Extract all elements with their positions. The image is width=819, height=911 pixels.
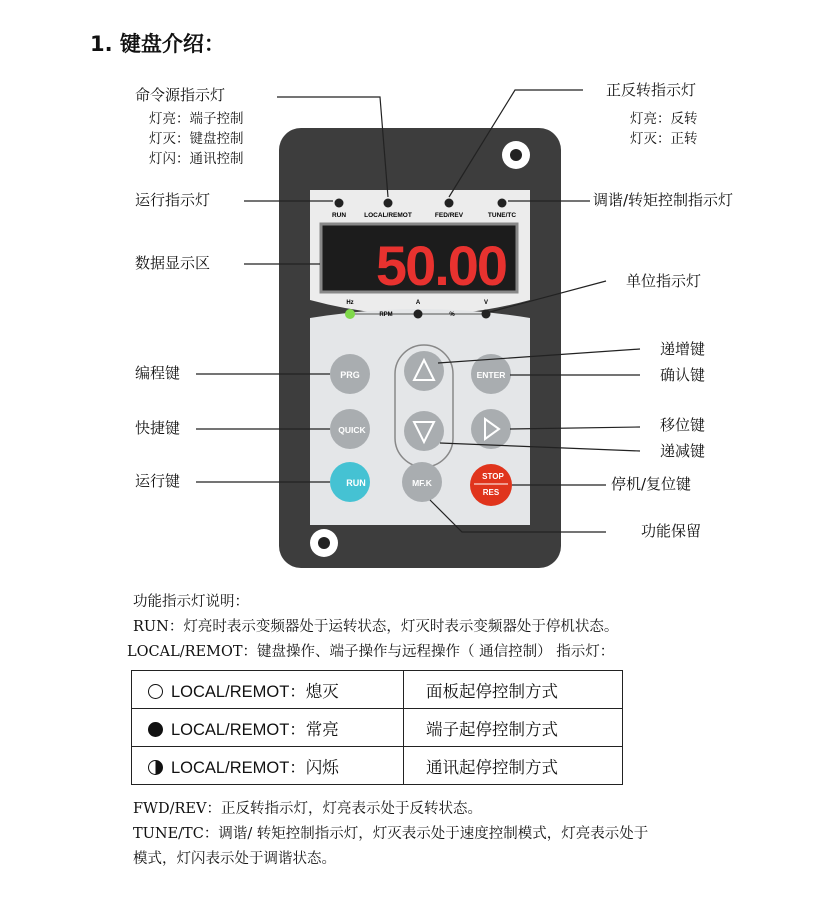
led-label-run: RUN bbox=[331, 212, 347, 219]
note-tune-line1: TUNE/TC：调谐/ 转矩控制指示灯，灯灭表示处于速度控制模式，灯亮表示处于 bbox=[133, 826, 649, 842]
notes-title: 功能指示灯说明： bbox=[133, 594, 249, 610]
shift-key bbox=[471, 409, 511, 449]
stop-res-key bbox=[470, 464, 512, 506]
table-row bbox=[132, 671, 623, 709]
label-cmd-flash: 灯闪：通讯控制 bbox=[149, 151, 244, 167]
circle-empty-icon bbox=[148, 684, 163, 699]
note-run: RUN：灯亮时表示变频器处于运转状态，灯灭时表示变频器处于停机状态。 bbox=[133, 619, 619, 635]
led-label-fwd: FED/REV bbox=[434, 212, 464, 219]
prg-key-label: PRG bbox=[340, 370, 360, 380]
enter-key-label: ENTER bbox=[476, 370, 506, 380]
label-display-area: 数据显示区 bbox=[135, 254, 211, 272]
unit-rpm: RPM bbox=[379, 312, 393, 318]
circle-filled-icon bbox=[148, 722, 163, 737]
note-local: LOCAL/REMOT：键盘操作、端子操作与远程操作（ 通信控制） 指示灯： bbox=[127, 644, 615, 660]
label-down-key: 递减键 bbox=[660, 442, 706, 460]
unit-led-v bbox=[482, 310, 491, 319]
label-fwd-off: 灯灭：正转 bbox=[630, 131, 698, 147]
label-run-led: 运行指示灯 bbox=[135, 191, 211, 209]
label-up-key: 递增键 bbox=[660, 340, 706, 358]
unit-pct: % bbox=[449, 312, 455, 318]
mode-state: LOCAL/REMOT：常亮 bbox=[171, 720, 339, 739]
tune-tc-led bbox=[498, 199, 507, 208]
led-label-local: LOCAL/REMOT bbox=[364, 212, 412, 219]
up-key bbox=[404, 351, 444, 391]
local-remot-mode-table bbox=[131, 670, 623, 785]
led-label-tune: TUNE/TC bbox=[487, 212, 517, 219]
label-quick-key: 快捷键 bbox=[135, 419, 181, 437]
down-key bbox=[404, 411, 444, 451]
quick-key-label: QUICK bbox=[338, 425, 366, 435]
label-fwd-on: 灯亮：反转 bbox=[630, 111, 698, 127]
mode-state: LOCAL/REMOT：熄灭 bbox=[171, 682, 339, 701]
mfk-key-label: MF.K bbox=[412, 478, 432, 488]
label-cmd-on: 灯亮：端子控制 bbox=[149, 111, 244, 127]
label-tune-led: 调谐/转矩控制指示灯 bbox=[593, 191, 734, 209]
stop-key-label: STOP bbox=[482, 472, 504, 481]
note-tune-line2: 模式，灯闪表示处于调谐状态。 bbox=[133, 851, 336, 867]
note-fwd: FWD/REV：正反转指示灯，灯亮表示处于反转状态。 bbox=[133, 801, 482, 817]
run-led bbox=[335, 199, 344, 208]
fwd-rev-led bbox=[445, 199, 454, 208]
unit-a: A bbox=[415, 300, 421, 306]
mode-state: LOCAL/REMOT：闪烁 bbox=[171, 758, 339, 777]
label-run-key: 运行键 bbox=[135, 472, 181, 490]
unit-led-hz bbox=[345, 309, 355, 319]
res-key-label: RES bbox=[482, 488, 500, 497]
label-enter-key: 确认键 bbox=[660, 366, 706, 384]
mode-desc: 通讯起停控制方式 bbox=[404, 747, 623, 785]
label-prg-key: 编程键 bbox=[135, 364, 181, 382]
section-heading: 1. 键盘介绍： bbox=[90, 32, 225, 56]
unit-led-a bbox=[414, 310, 423, 319]
mode-desc: 端子起停控制方式 bbox=[404, 709, 623, 747]
table-row bbox=[132, 709, 623, 747]
unit-v: V bbox=[483, 300, 489, 306]
circle-half-icon bbox=[148, 760, 163, 775]
local-remot-led bbox=[384, 199, 393, 208]
run-key-label: RUN bbox=[346, 478, 366, 488]
label-command-source-led: 命令源指示灯 bbox=[135, 86, 226, 104]
label-cmd-off: 灯灭：键盘控制 bbox=[149, 131, 244, 147]
label-stop-key: 停机/复位键 bbox=[611, 475, 692, 493]
label-mfk-key: 功能保留 bbox=[641, 522, 702, 540]
table-row bbox=[132, 747, 623, 785]
label-fwd-rev-led: 正反转指示灯 bbox=[606, 81, 697, 99]
label-shift-key: 移位键 bbox=[660, 416, 706, 434]
label-unit-led: 单位指示灯 bbox=[626, 272, 702, 290]
unit-hz: Hz bbox=[346, 300, 354, 306]
display-value: 50.00 bbox=[375, 234, 507, 297]
mode-desc: 面板起停控制方式 bbox=[404, 671, 623, 709]
